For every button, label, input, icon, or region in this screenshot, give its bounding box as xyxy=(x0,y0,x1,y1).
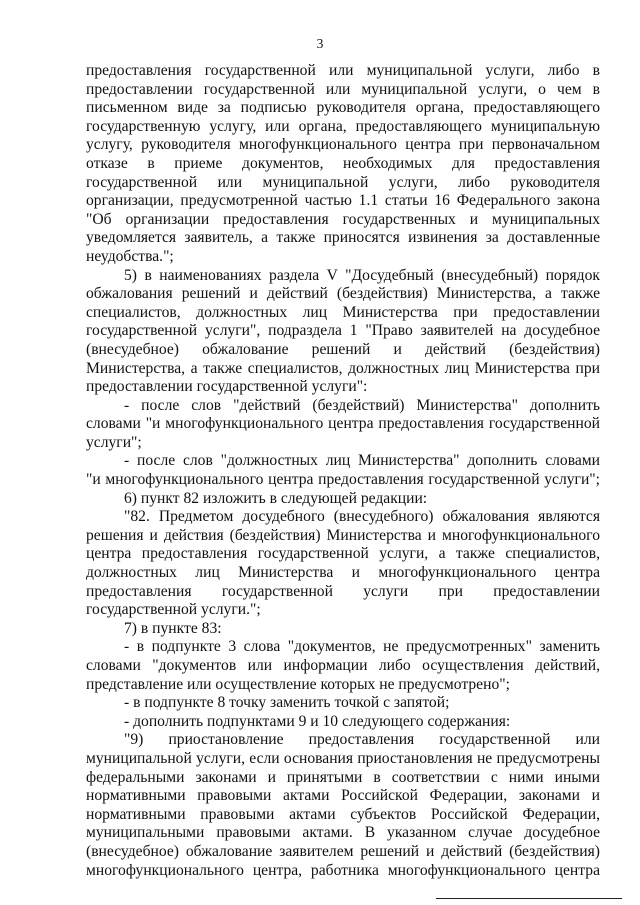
text-line: - после слов "должностных лиц Министерства" дополнить словами xyxy=(124,452,600,470)
text-line: 7) в пункте 83: xyxy=(124,619,222,637)
text-line: государственную услугу, или органа, предоставляющего муниципальную xyxy=(86,117,600,135)
text-line: должностных лиц Министерства и многофункционального центра xyxy=(86,564,600,582)
text-line: словами "документов или информации либо осуществления действий, xyxy=(86,657,600,674)
text-line: - в подпункте 8 точку заменить точкой с запятой; xyxy=(124,694,450,712)
text-line: уведомляется заявитель, а также приносятся извинения за доставленные xyxy=(86,229,600,247)
text-line: "и многофункционального центра предоставления государственной услуги"; xyxy=(86,471,600,489)
text-line: центра предоставления государственной услуги, а также специалистов, xyxy=(86,545,600,563)
text-line: отказе в приеме документов, необходимых для предоставления xyxy=(86,154,600,172)
text-line: нормативными правовыми актами Российской Федерации, законами и xyxy=(86,787,600,805)
text-line: государственной услуги", подраздела 1 "Право заявителей на досудебное xyxy=(86,322,600,340)
text-line: "82. Предметом досудебного (внесудебного) обжалования являются xyxy=(124,508,600,526)
text-line: (внесудебное) обжалование заявителем решений и действий (бездействия) xyxy=(86,842,600,860)
text-line: государственной или муниципальной услуги, либо руководителя xyxy=(86,173,600,191)
document-body xyxy=(86,62,600,880)
text-line: - в подпункте 3 слова "документов, не предусмотренных" заменить xyxy=(124,638,600,656)
text-line: - дополнить подпунктами 9 и 10 следующего содержания: xyxy=(124,712,511,730)
text-line: Министерства, а также специалистов, должностных лиц Министерства при xyxy=(86,359,600,377)
text-line: словами "и многофункционального центра предоставления государственной xyxy=(86,415,600,433)
text-line: "9) приостановление предоставления государственной или xyxy=(124,731,600,749)
text-line: нормативными правовыми актами субъектов Российской Федерации, xyxy=(86,805,600,823)
text-line: (внесудебное) обжалование решений и действий (бездействия) xyxy=(86,340,600,358)
text-line: муниципальной услуги, если основания приостановления не предусмотрены xyxy=(86,749,600,767)
text-line: государственной услуги."; xyxy=(86,601,261,619)
text-line: предоставлении государственной услуги": xyxy=(86,378,368,396)
text-line: федеральными законами и принятыми в соответствии с ними иными xyxy=(86,768,600,786)
text-line: обжалования решений и действий (бездействия) Министерства, а также xyxy=(86,285,600,303)
text-line: решения и действия (бездействия) Министерства и многофункционального xyxy=(86,526,600,544)
footer-rule xyxy=(436,898,622,899)
text-line: организации, предусмотренной частью 1.1 статьи 16 Федерального закона xyxy=(86,192,600,210)
text-line: многофункционального центра, работника многофункционального центра xyxy=(86,861,600,879)
text-line: предоставления государственной или муниципальной услуги, либо в xyxy=(86,62,600,79)
text-line: предоставления государственной услуги при предоставлении xyxy=(86,582,600,600)
text-line: письменном виде за подписью руководителя органа, предоставляющего xyxy=(86,99,600,117)
text-line: предоставлении государственной или муниципальной услуги, о чем в xyxy=(86,80,600,98)
text-line: услугу, руководителя многофункционального центра при первоначальном xyxy=(86,136,600,154)
text-line: 5) в наименованиях раздела V "Досудебный (внесудебный) порядок xyxy=(124,266,600,284)
text-line: неудобства."; xyxy=(86,247,174,265)
text-line: "Об организации предоставления государственных и муниципальных xyxy=(86,210,600,228)
text-line: услуги"; xyxy=(86,433,142,451)
text-line: - после слов "действий (бездействий) Министерства" дополнить xyxy=(124,396,600,414)
text-line: представление или осуществление которых не предусмотрено"; xyxy=(86,675,510,693)
text-line: муниципальными правовыми актами. В указанном случае досудебное xyxy=(86,824,600,842)
page-number: 3 xyxy=(316,36,324,51)
text-line: 6) пункт 82 изложить в следующей редакции: xyxy=(124,489,428,507)
text-line: специалистов, должностных лиц Министерства при предоставлении xyxy=(86,303,600,321)
